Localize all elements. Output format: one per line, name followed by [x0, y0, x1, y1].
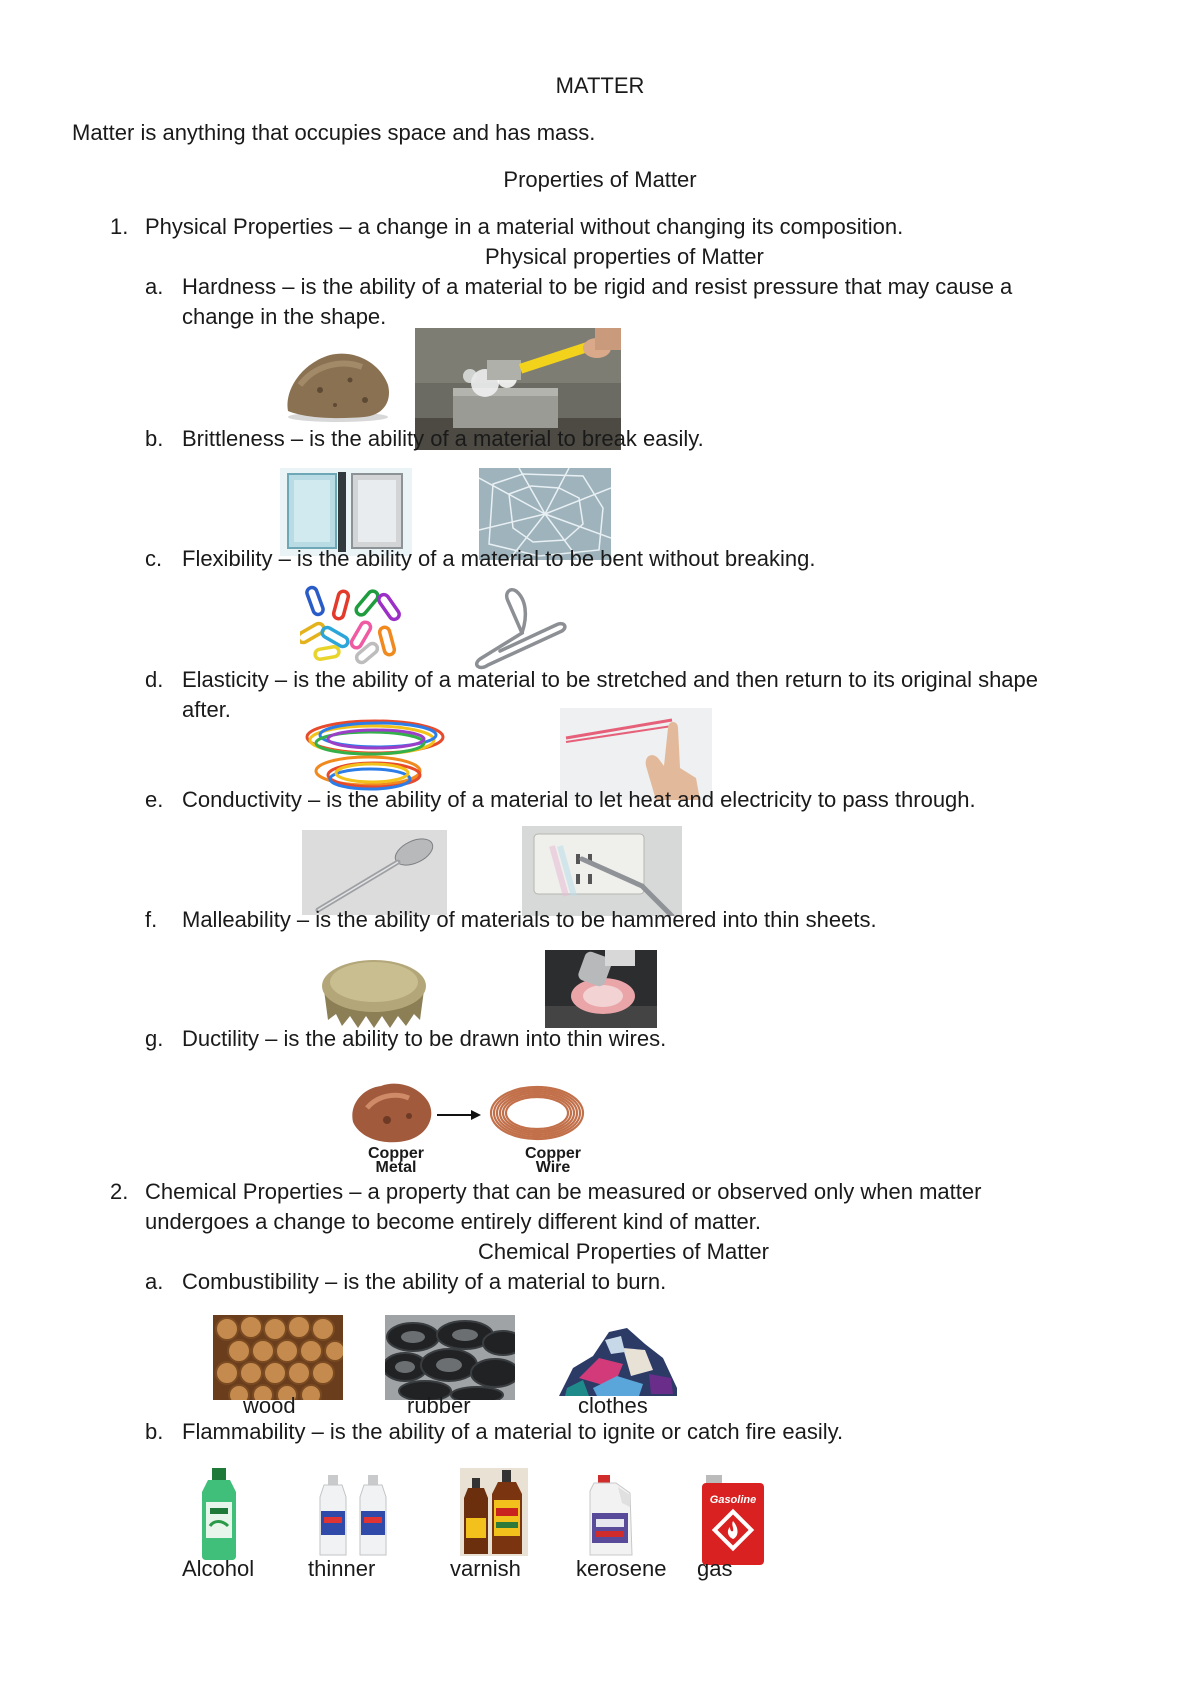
hardness-text-line2: change in the shape. [182, 304, 387, 329]
properties-heading: Properties of Matter [503, 167, 697, 192]
copper-wire-label-line1: Copper [525, 1145, 581, 1162]
varnish-label: varnish [450, 1556, 521, 1581]
gasoline-can-image [700, 1475, 766, 1565]
copper-metal-label [358, 1147, 434, 1175]
chemical-properties-subheading: Chemical Properties of Matter [478, 1239, 769, 1264]
conductivity-text: Conductivity – is the ability of a material to let heat and electricity to pass through. [182, 787, 976, 812]
item-letter-c: c. [145, 546, 163, 571]
alcohol-bottle-image [198, 1468, 240, 1560]
list-number-2: 2. [110, 1179, 129, 1204]
kerosene-label: kerosene [576, 1556, 667, 1581]
varnish-bottles-image [460, 1468, 528, 1556]
hardness-text-line1: Hardness – is the ability of a material to be rigid and resist pressure that may cause a [182, 274, 1013, 299]
copper-metal-label-line1: Copper [368, 1145, 424, 1162]
rubber-tires-image [385, 1315, 515, 1400]
item-letter-d: d. [145, 667, 164, 692]
item-letter-e: e. [145, 787, 164, 812]
physical-properties-definition: Physical Properties – a change in a material without changing its composition. [145, 214, 904, 239]
copper-wire-label-line2: Wire [535, 1159, 571, 1176]
chemical-properties-line2: undergoes a change to become entirely different kind of matter. [145, 1209, 761, 1234]
flammability-text: Flammability – is the ability of a material to ignite or catch fire easily. [182, 1419, 844, 1444]
copper-wire-coil-image [487, 1082, 587, 1144]
elasticity-text-line2: after. [182, 697, 231, 722]
gas-can-text: Gasoline [709, 1494, 757, 1506]
alcohol-label: Alcohol [182, 1556, 255, 1581]
rubber-label: rubber [407, 1393, 471, 1418]
copper-wire-label [515, 1147, 591, 1175]
bent-paper-clip-image [470, 585, 570, 670]
ductility-text: Ductility – is the ability to be drawn into thin wires. [182, 1026, 667, 1051]
chemical-properties-line1: Chemical Properties – a property that can be measured or observed only when matter [145, 1179, 982, 1204]
malleability-text: Malleability – is the ability of materials to be hammered into thin sheets. [182, 907, 877, 932]
rock-image [280, 345, 395, 422]
copper-metal-image [347, 1078, 437, 1148]
arrow-right-icon [435, 1108, 483, 1122]
page-title: MATTER [555, 73, 645, 98]
thinner-label: thinner [308, 1556, 376, 1581]
fork-in-socket-image [522, 826, 682, 916]
paper-clips-image [300, 583, 415, 668]
gas-label: gas [697, 1556, 733, 1581]
physical-properties-subheading: Physical properties of Matter [485, 244, 764, 269]
bottle-cap-image [316, 950, 431, 1032]
item-letter-a: a. [145, 274, 164, 299]
thinner-bottles-image [318, 1475, 390, 1557]
copper-metal-label-line2: Metal [375, 1159, 417, 1176]
hammering-sheet-image [545, 950, 657, 1028]
flexibility-text: Flexibility – is the ability of a material to be bent without breaking. [182, 546, 816, 571]
wood-label: wood [243, 1393, 296, 1418]
glass-panes-image [280, 468, 412, 556]
combustibility-text: Combustibility – is the ability of a material to burn. [182, 1269, 667, 1294]
spoon-image [302, 830, 447, 915]
item-letter-f: f. [145, 907, 158, 932]
clothes-image [553, 1318, 683, 1400]
elasticity-text-line1: Elasticity – is the ability of a material to be stretched and then return to its original shape [182, 667, 1039, 692]
wood-image [213, 1315, 343, 1400]
list-number-1: 1. [110, 214, 129, 239]
item-letter-g: g. [145, 1026, 164, 1051]
matter-definition: Matter is anything that occupies space and has mass. [72, 120, 596, 145]
item-letter-a-chemical: a. [145, 1269, 164, 1294]
item-letter-b: b. [145, 426, 164, 451]
kerosene-jug-image [586, 1475, 636, 1557]
item-letter-b-chemical: b. [145, 1419, 164, 1444]
brittleness-text: Brittleness – is the ability of a material to break easily. [182, 426, 704, 451]
clothes-label: clothes [578, 1393, 648, 1418]
